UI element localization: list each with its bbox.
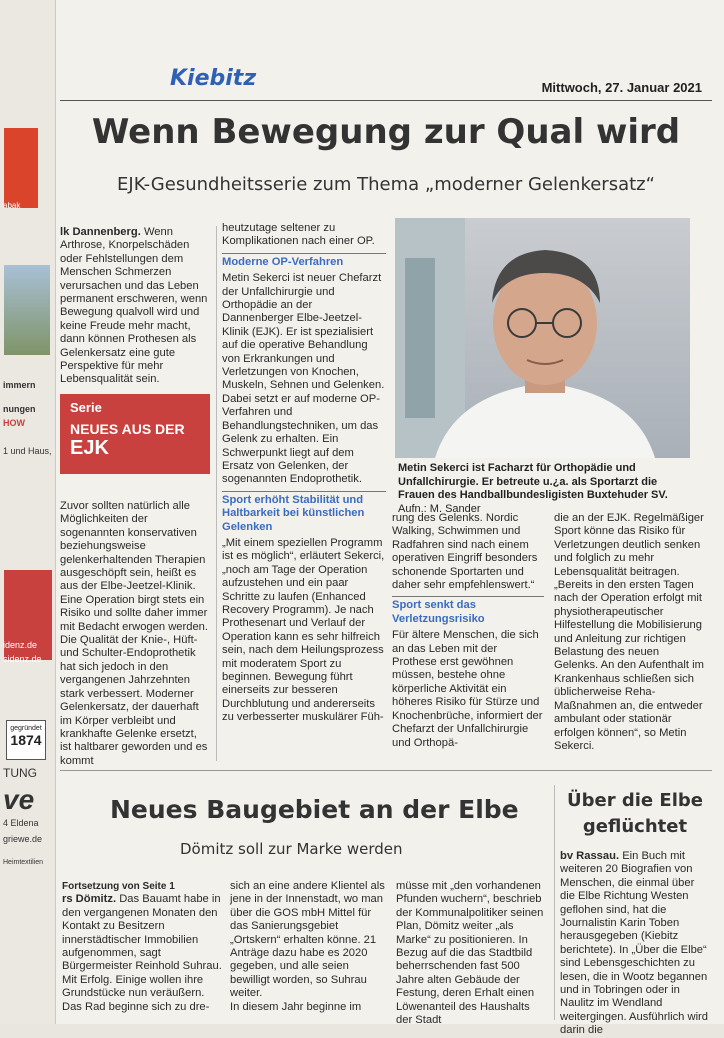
- continuation-note: Fortsetzung von Seite 1: [62, 881, 175, 892]
- series-label: Serie: [70, 400, 102, 415]
- body-text-6: rung des Gelenks. Nordic Walking, Schwimmen und Radfahren sind nach einem operativen Eingriff besonders schonende Sportarten und daher sehr empfehlenswert.“: [392, 512, 538, 592]
- article2-text-2: sich an eine andere Klientel als jene in der Innenstadt, wo man über die GOS mbH Mittel für das Sanierungsgebiet „Ortskern“ erhalten könne. 21 Anträge dazu habe es 2020 gegeben, und alle seien bewilligt worden, so Suhrau weiter.: [230, 880, 385, 1000]
- body-text-5: „Mit einem speziellen Programm ist es möglich“, erläutert Sekerci, „noch am Tage der Operation aufzustehen und ein paar Schritte zu laufen (Enhanced Recovery Programm). Je nach Prothesenart und Verlauf der Operation kann es sehr hilfreich sein, nach dem Heilungsprozess mit moderatem Sport zu beginnen. Bewegung führt einerseits zur besseren Durchblutung und andererseits zu verbesserter muskulärer Füh-: [222, 536, 385, 724]
- article2-headline: Neues Baugebiet an der Elbe: [110, 795, 519, 824]
- caption-text: Metin Sekerci ist Facharzt für Orthopädie und Unfallchirurgie. Er betreute u.¿a. als Sportarzt die Frauen des Handballbundesligisten Buxtehuder SV.: [398, 462, 668, 501]
- article-subheadline: EJK-Gesundheitsserie zum Thema „moderner Gelenkersatz“: [117, 174, 655, 195]
- ad-text-abak: abak: [3, 201, 21, 210]
- article2-dateline: rs Dömitz.: [62, 893, 117, 906]
- ad-logo-2: ve: [3, 784, 35, 815]
- series-name: EJK: [70, 437, 109, 459]
- ad-text-4: 1 und Haus,: [3, 446, 52, 456]
- subtitle-sport: Sport erhöht Stabilität und Haltbarkeit bei künstlichen Gelenken: [222, 491, 386, 534]
- subtitle-op: Moderne OP-Verfahren: [222, 253, 386, 269]
- ad-text-1: immern: [3, 380, 36, 390]
- portrait-illustration: [395, 218, 690, 458]
- ad-red-block: [4, 128, 38, 208]
- ad-url-2: sidenz.de: [3, 654, 42, 664]
- body-text-2: Die Qualität der Knie-, Hüft- und Schulter-Endoprothetik hat sich jedoch in den vergangenen Jahrzehnten stark verbessert. Moderner Gelenkersatz, der dauerhaft im Körper verbleibt und krankhafte Gelenke ersetzt, ist haltbarer geworden und es kommt: [60, 634, 208, 767]
- ad-url-3: griewe.de: [3, 834, 43, 844]
- body-text-1: Zuvor sollten natürlich alle Möglichkeiten der sogenannten konservativen beziehungsweise gelenkerhaltenden Therapien ausgeschöpft sein, heißt es aus der Elbe-Jeetzel-Klinik. Eine Operation birgt stets ein Risiko und sollte daher immer mit Bedacht erwogen werden.: [60, 500, 209, 633]
- badge-label: gegründet: [10, 725, 42, 732]
- ad-eldena: 4 Eldena: [3, 818, 39, 828]
- ad-url-1: idenz.de: [3, 640, 38, 650]
- dateline: lk Dannenberg.: [60, 226, 141, 238]
- left-ad-strip: [0, 0, 56, 1024]
- article3-column: [560, 850, 712, 1037]
- photo-credit: Aufn.: M. Sander: [398, 502, 481, 515]
- article3-headline: Über die Elbe geflüchtet: [567, 790, 703, 837]
- founded-badge: [6, 720, 46, 760]
- article2-column-1: [62, 880, 222, 1018]
- article-column-2: [222, 222, 386, 725]
- issue-date: Mittwoch, 27. Januar 2021: [541, 80, 702, 95]
- body-text-4: Metin Sekerci ist neuer Chefarzt der Unfallchirurgie und Orthopädie an der Dannenberger Elbe-Jeetzel-Klinik (EJK). Er ist spezialisiert auf die operative Behandlung von Erkrankungen und Verletzungen von Knochen, Muskeln, Sehnen und Gelenken. Dabei setzt er auf moderne OP-Verfahren und Behandlungstechniken, um das Gelenk zu erhalten. Ein Schwerpunkt liegt auf dem Ersatz von Gelenken, der sogenannten Endoprothetik.: [222, 272, 385, 486]
- kiebitz-logo: Kiebitz: [170, 66, 257, 91]
- article2-text-4: müsse mit „den vorhandenen Pfunden wuchern“, beschrieb der Kommunalpolitiker seinen Plan, Dömitz weiter „als Marke“ zu positionieren. In Bezug auf die das Stadtbild beherrschenden fast 500 Jahre alten Gebäude der Festung, deren Erhalt einen Löwenanteil des Haushalts der Stadt: [396, 880, 544, 1027]
- header-rule: [60, 100, 712, 101]
- ad-text-2: nungen: [3, 404, 36, 414]
- badge-year: 1874: [10, 732, 42, 748]
- column-rule: [216, 226, 217, 761]
- article-column-1b: [60, 500, 210, 768]
- column-rule-2: [554, 785, 555, 1020]
- ad-text-3: HOW: [3, 418, 25, 428]
- series-box: [60, 394, 210, 474]
- article-column-4: [554, 512, 704, 753]
- article2-column-3: [396, 880, 548, 1027]
- photo-caption: [398, 462, 688, 516]
- portrait-photo: [395, 218, 690, 458]
- article2-text-1: Das Bauamt habe in den vergangenen Monaten den Kontakt zu Besitzern innerstädtischer Immobilien aufgenommen, sagt Bürgermeister Reinhold Suhrau. Mit Erfolg. Einige wollen ihre Grundstücke nun veräußern. Das Rad beginne sich zu dre-: [62, 893, 222, 1013]
- article2-subheadline: Dömitz soll zur Marke werden: [180, 840, 403, 858]
- ad-text-tung: TUNG: [3, 766, 37, 780]
- article-headline: Wenn Bewegung zur Qual wird: [91, 112, 681, 152]
- article-column-3: [392, 512, 544, 750]
- article3-text: Ein Buch mit weiteren 20 Biografien von Menschen, die einmal über die Elbe Richtung Westen geflohen sind, hat die Journalistin Karin Toben herausgegeben (Kiebitz berichtete). In „Über die Elbe“ sind Lebensgeschichten zu lesen, die in Wootz begannen und in Tobringen oder in Naulitz im Wendland weitergingen. Ausführlich wird darin die: [560, 850, 708, 1037]
- article2-column-2: [230, 880, 390, 1018]
- body-text-3: heutzutage seltener zu Komplikationen nach einer OP.: [222, 222, 375, 248]
- article2-text-3: In diesem Jahr beginne im: [230, 1000, 362, 1013]
- article3-dateline: bv Rassau.: [560, 850, 620, 862]
- ad-building-photo: [4, 265, 50, 355]
- ad-heimtextilien: Heimtextilien: [3, 859, 44, 866]
- body-text-8: die an der EJK. Regelmäßiger Sport könne das Risiko für Verletzungen deutlich senken und folglich zu mehr Lebensqualität beitragen. „Bereits in den ersten Tagen nach der Operation erfolgt mit physiotherapeutischer Hilfestellung die Mobilisierung und Anleitung zur richtigen Belastung des neuen Gelenks. An den Aufenthalt im Krankenhaus schließen sich üblicherweise Reha-Maßnahmen an, die entweder ambulant oder stationär erfolgen können“, so Metin Sekerci.: [554, 512, 704, 752]
- article-separator: [60, 770, 712, 771]
- body-text-7: Für ältere Menschen, die sich an das Leben mit der Prothese erst gewöhnen müssen, bestehe ohne körperliche Aktivität ein höheres Risiko für Stürze und Knochenbrüche, informiert der Chefarzt der Unfallchirurgie und Orthopä-: [392, 629, 543, 749]
- subtitle-risk: Sport senkt das Verletzungsrisiko: [392, 596, 544, 626]
- article-column-1: [60, 226, 210, 387]
- intro-text: Wenn Arthrose, Knorpelschäden oder Fehlstellungen dem Menschen Schmerzen verursachen und das Leben permanent erschweren, wenn Bewegung qualvoll wird und keine Freude mehr macht, dann können Prothesen als Gelenkersatz eine gute Perspektive für mehr Lebensqualität sein.: [60, 226, 208, 386]
- series-title: NEUES AUS DER: [70, 421, 185, 437]
